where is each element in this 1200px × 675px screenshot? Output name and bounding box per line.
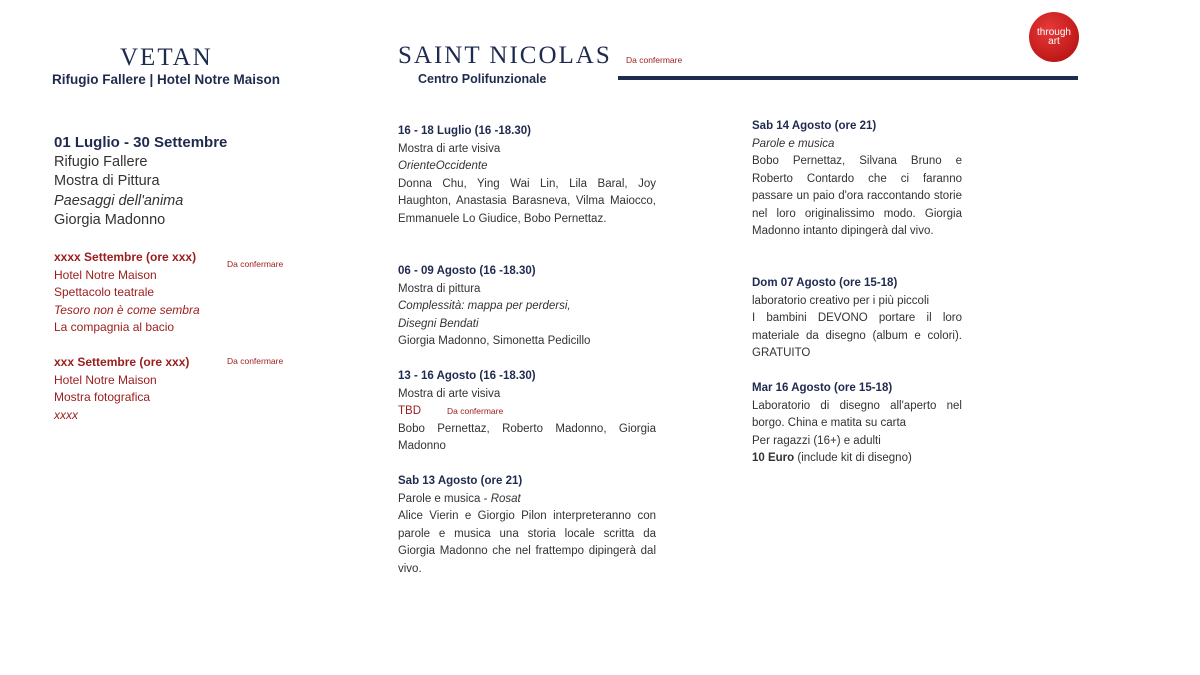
event-name: OrienteOccidente (398, 160, 488, 172)
event-type-row (398, 491, 656, 509)
event-name: Tesoro non è come sembra (54, 302, 200, 317)
event-tbd-row (398, 403, 656, 421)
event-date: 01 Luglio - 30 Settembre (54, 134, 228, 151)
event-place: Hotel Notre Maison (54, 267, 157, 282)
event-type: Mostra fotografica (54, 390, 151, 404)
event-desc: Bobo Pernettaz, Roberto Madonno, Giorgia Madonno (398, 422, 656, 452)
sn-event-4 (398, 473, 656, 578)
event-tbd: TBD (398, 405, 421, 417)
event-date: Dom 07 Agosto (ore 15-18) (752, 277, 898, 289)
logo-text-2: art (1048, 36, 1060, 47)
event-date: Sab 13 Agosto (ore 21) (398, 475, 523, 487)
event-date: Sab 14 Agosto (ore 21) (752, 120, 877, 132)
saint-nicolas-title: SAINT NICOLAS (398, 42, 612, 69)
event-desc: Donna Chu, Ying Wai Lin, Lila Baral, Joy Haughton, Anastasia Barasneva, Vilma Maiocco, Emmanuele Lo Giudice, Bobo Pernettaz. (398, 177, 656, 225)
event-type: Spettacolo teatrale (54, 285, 155, 299)
event-date: 06 - 09 Agosto (16 -18.30) (398, 265, 536, 277)
event-place: Hotel Notre Maison (54, 372, 157, 387)
event-name-2: Disegni Bendati (398, 317, 479, 330)
event-desc: Laboratorio di disegno all'aperto nel borgo. China e matita su carta (752, 399, 962, 429)
tbc-badge: Da confermare (447, 406, 504, 416)
event-artist: Giorgia Madonno (54, 212, 166, 228)
event-type: Mostra di Pittura (54, 173, 160, 189)
header-divider (618, 76, 1078, 80)
event-desc: I bambini DEVONO portare il loro materiale da disegno (album e colori). GRATUITO (752, 312, 962, 359)
event-date: xxx Settembre (ore xxx) (54, 355, 190, 369)
sn-event-6 (752, 275, 962, 363)
vetan-subtitle: Rifugio Fallere | Hotel Notre Maison (52, 72, 281, 87)
event-type: Parole e musica - (398, 492, 491, 505)
event-type: laboratorio creativo per i più piccoli (752, 294, 930, 307)
event-name: Paesaggi dell'anima (54, 192, 184, 209)
tbc-badge: Da confermare (227, 356, 284, 366)
event-desc: Alice Vierin e Giorgio Pilon interpreteranno con parole e musica una storia locale scritta da Giorgia Madonno che nel frattempo dipingerà dal vivo. (398, 510, 656, 575)
event-name: Complessità: mappa per perdersi, (398, 300, 571, 312)
event-place: Rifugio Fallere (54, 153, 148, 170)
tbc-badge: Da confermare (626, 55, 683, 65)
event-name: Parole e musica (752, 137, 835, 150)
event-artist: La compagnia al bacio (54, 320, 175, 334)
vetan-main-event (54, 133, 354, 231)
event-name: Rosat (490, 492, 521, 505)
event-type: Mostra di arte visiva (398, 142, 501, 155)
event-price: 10 Euro (752, 452, 795, 464)
event-name: xxxx (54, 407, 78, 422)
event-audience: Per ragazzi (16+) e adulti (752, 434, 881, 447)
vetan-event-1 (54, 249, 354, 337)
saint-nicolas-subtitle: Centro Polifunzionale (418, 72, 547, 86)
through-art-logo (1029, 12, 1079, 62)
event-date: xxxx Settembre (ore xxx) (54, 250, 197, 264)
event-date: Mar 16 Agosto (ore 15-18) (752, 382, 893, 394)
event-date: 16 - 18 Luglio (16 -18.30) (398, 125, 531, 137)
sn-event-3 (398, 368, 656, 456)
sn-event-1 (398, 123, 656, 228)
event-price-row (752, 450, 962, 468)
vetan-event-2 (54, 354, 354, 424)
event-desc: Giorgia Madonno, Simonetta Pedicillo (398, 335, 591, 347)
tbc-badge: Da confermare (227, 259, 284, 269)
event-date: 13 - 16 Agosto (16 -18.30) (398, 370, 536, 382)
vetan-title: VETAN (120, 44, 213, 71)
event-desc: Bobo Pernettaz, Silvana Bruno e Roberto Contardo che ci faranno passare un paio d'ora raccontando storie nel loro originalissimo modo. Giorgia Madonno intanto dipingerà dal vivo. (752, 155, 962, 237)
sn-event-7 (752, 380, 962, 468)
event-type: Mostra di arte visiva (398, 387, 501, 400)
sn-event-2 (398, 263, 656, 351)
sn-event-5 (752, 118, 962, 241)
event-type: Mostra di pittura (398, 282, 481, 295)
event-price-note: (include kit di disegno) (794, 452, 912, 464)
logo-text-1: through (1037, 27, 1071, 38)
